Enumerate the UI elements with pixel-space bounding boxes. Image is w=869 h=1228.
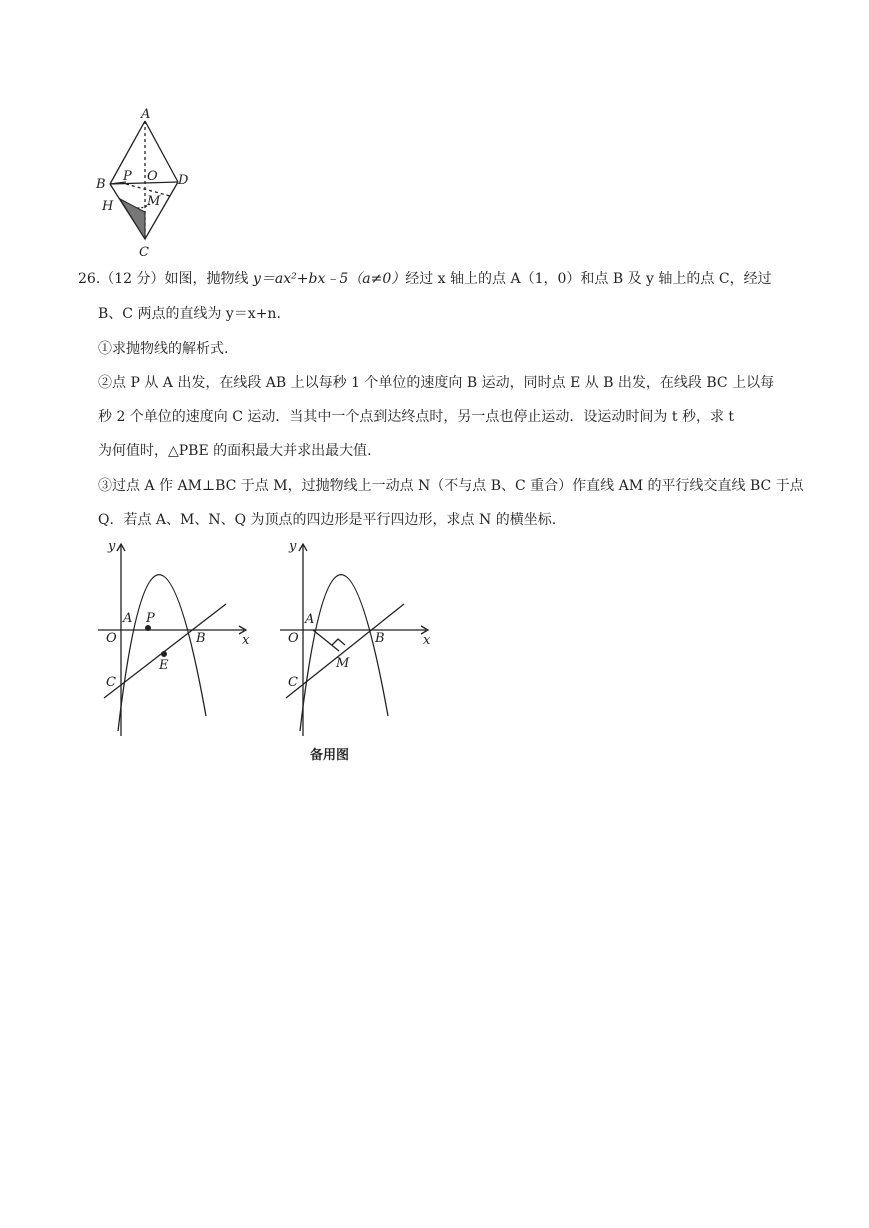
question-number: 26. bbox=[78, 271, 101, 287]
axis-y-label: y bbox=[108, 539, 116, 554]
point-p-label: P bbox=[146, 611, 155, 626]
spare-figure-caption: 备用图 bbox=[310, 748, 350, 763]
label-c: C bbox=[139, 245, 149, 260]
point-a-label: A bbox=[305, 612, 315, 627]
label-p: P bbox=[123, 169, 132, 184]
label-o: O bbox=[147, 169, 158, 184]
point-c-label: C bbox=[106, 675, 116, 690]
question-part-2-line-1: ②点 P 从 A 出发，在线段 AB 上以每秒 1 个单位的速度向 B 运动，同时点 E 从 B 出发，在线段 BC 上以每 bbox=[98, 375, 775, 391]
point-m-label: M bbox=[336, 656, 350, 671]
question-stem-b: 经过 x 轴上的点 A（1，0）和点 B 及 y 轴上的点 C，经过 bbox=[405, 271, 772, 287]
question-equation: y＝ax²+bx﹣5（a≠0） bbox=[252, 271, 406, 287]
origin-label: O bbox=[288, 631, 299, 646]
label-h: H bbox=[102, 199, 114, 214]
question-score: （12 分） bbox=[100, 271, 165, 287]
question-part-3-line-2: Q．若点 A、M、N、Q 为顶点的四边形是平行四边形，求点 N 的横坐标. bbox=[98, 512, 557, 528]
point-b-label: B bbox=[196, 631, 206, 646]
pyramid-figure bbox=[90, 104, 210, 264]
point-e-label: E bbox=[159, 658, 169, 673]
question-part-1: ①求抛物线的解析式. bbox=[98, 341, 229, 357]
label-d: D bbox=[178, 173, 189, 188]
question-part-2-line-3: 为何值时，△PBE 的面积最大并求出最大值. bbox=[98, 443, 372, 459]
parabola-figure-right bbox=[278, 536, 438, 741]
point-b-label: B bbox=[375, 631, 385, 646]
parabola-figure-left bbox=[96, 536, 261, 741]
axis-y-label: y bbox=[289, 539, 297, 554]
question-line-2: B、C 两点的直线为 y＝x+n. bbox=[98, 306, 281, 322]
label-m: M bbox=[147, 194, 161, 209]
label-b: B bbox=[96, 177, 106, 192]
origin-label: O bbox=[106, 631, 117, 646]
question-part-3-line-1: ③过点 A 作 AM⊥BC 于点 M，过抛物线上一动点 N（不与点 B、C 重合）作直线 AM 的平行线交直线 BC 于点 bbox=[98, 478, 804, 494]
question-line-1 bbox=[78, 270, 772, 288]
question-stem-a: 如图，抛物线 bbox=[164, 271, 253, 287]
label-a: A bbox=[141, 107, 151, 122]
point-a-label: A bbox=[123, 611, 133, 626]
point-c-label: C bbox=[288, 675, 298, 690]
axis-x-label: x bbox=[423, 633, 431, 648]
question-part-2-line-2: 秒 2 个单位的速度向 C 运动．当其中一个点到达终点时，另一点也停止运动．设运动时间为 t 秒，求 t bbox=[98, 409, 735, 425]
axis-x-label: x bbox=[242, 633, 250, 648]
